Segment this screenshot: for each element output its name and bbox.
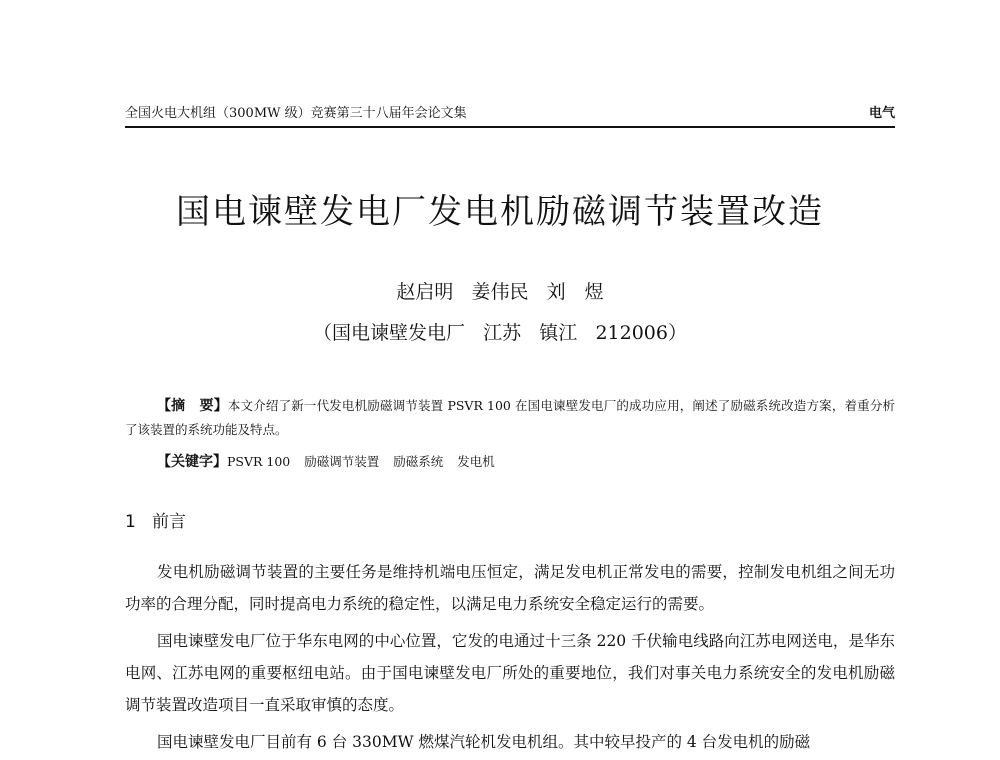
abstract-label: 【摘 要】	[157, 398, 228, 414]
keywords	[157, 450, 509, 474]
section-title: 前言	[152, 512, 187, 532]
author: 姜伟民	[471, 281, 529, 303]
abstract	[125, 394, 895, 442]
abstract-text: 本文介绍了新一代发电机励磁调节装置 PSVR 100 在国电谏壁发电厂的成功应用，阐述了励磁系统改造方案，着重分析了该装置的系统功能及特点。	[125, 398, 896, 437]
section-heading	[125, 508, 186, 536]
keyword: 励磁调节装置	[304, 454, 380, 469]
affiliation-city: 镇江	[539, 322, 578, 344]
running-header-category: 电气	[868, 106, 895, 121]
keyword: 发电机	[457, 454, 495, 469]
affiliation-org: 国电谏壁发电厂	[332, 322, 466, 344]
affiliation-postcode: 212006	[595, 322, 668, 344]
paragraph: 国电谏壁发电厂目前有 6 台 330MW 燃煤汽轮机发电机组。其中较早投产的 4 台发电机的励磁	[157, 733, 811, 751]
paragraph: 发电机励磁调节装置的主要任务是维持机端电压恒定，满足发电机正常发电的需要，控制发电机组之间无功功率的合理分配，同时提高电力系统的稳定性，以满足电力系统安全稳定运行的需要。	[125, 563, 895, 613]
body-text	[125, 556, 895, 760]
paper-title: 国电谏壁发电厂发电机励磁调节装置改造	[176, 192, 824, 232]
paragraph: 国电谏壁发电厂位于华东电网的中心位置，它发的电通过十三条 220 千伏输电线路向江苏电网送电，是华东电网、江苏电网的重要枢纽电站。由于国电谏壁发电厂所处的重要地位，我们对事关电力系统安全的发电机励磁调节装置改造项目一直采取审慎的态度。	[125, 632, 895, 714]
running-header-proceedings: 全国火电大机组（300MW 级）竞赛第三十八届年会论文集	[125, 106, 467, 121]
keywords-label: 【关键字】	[157, 454, 227, 470]
author-list	[0, 278, 1000, 306]
affiliation: （国电谏壁发电厂 江苏 镇江 212006）	[313, 322, 687, 344]
affiliation-province: 江苏	[483, 322, 522, 344]
running-header	[125, 104, 895, 124]
keyword: PSVR 100	[227, 454, 291, 469]
section-number: 1	[125, 512, 136, 532]
author: 刘 煜	[546, 281, 604, 303]
author: 赵启明	[396, 281, 454, 303]
header-rule	[125, 126, 895, 128]
keyword: 励磁系统	[393, 454, 444, 469]
